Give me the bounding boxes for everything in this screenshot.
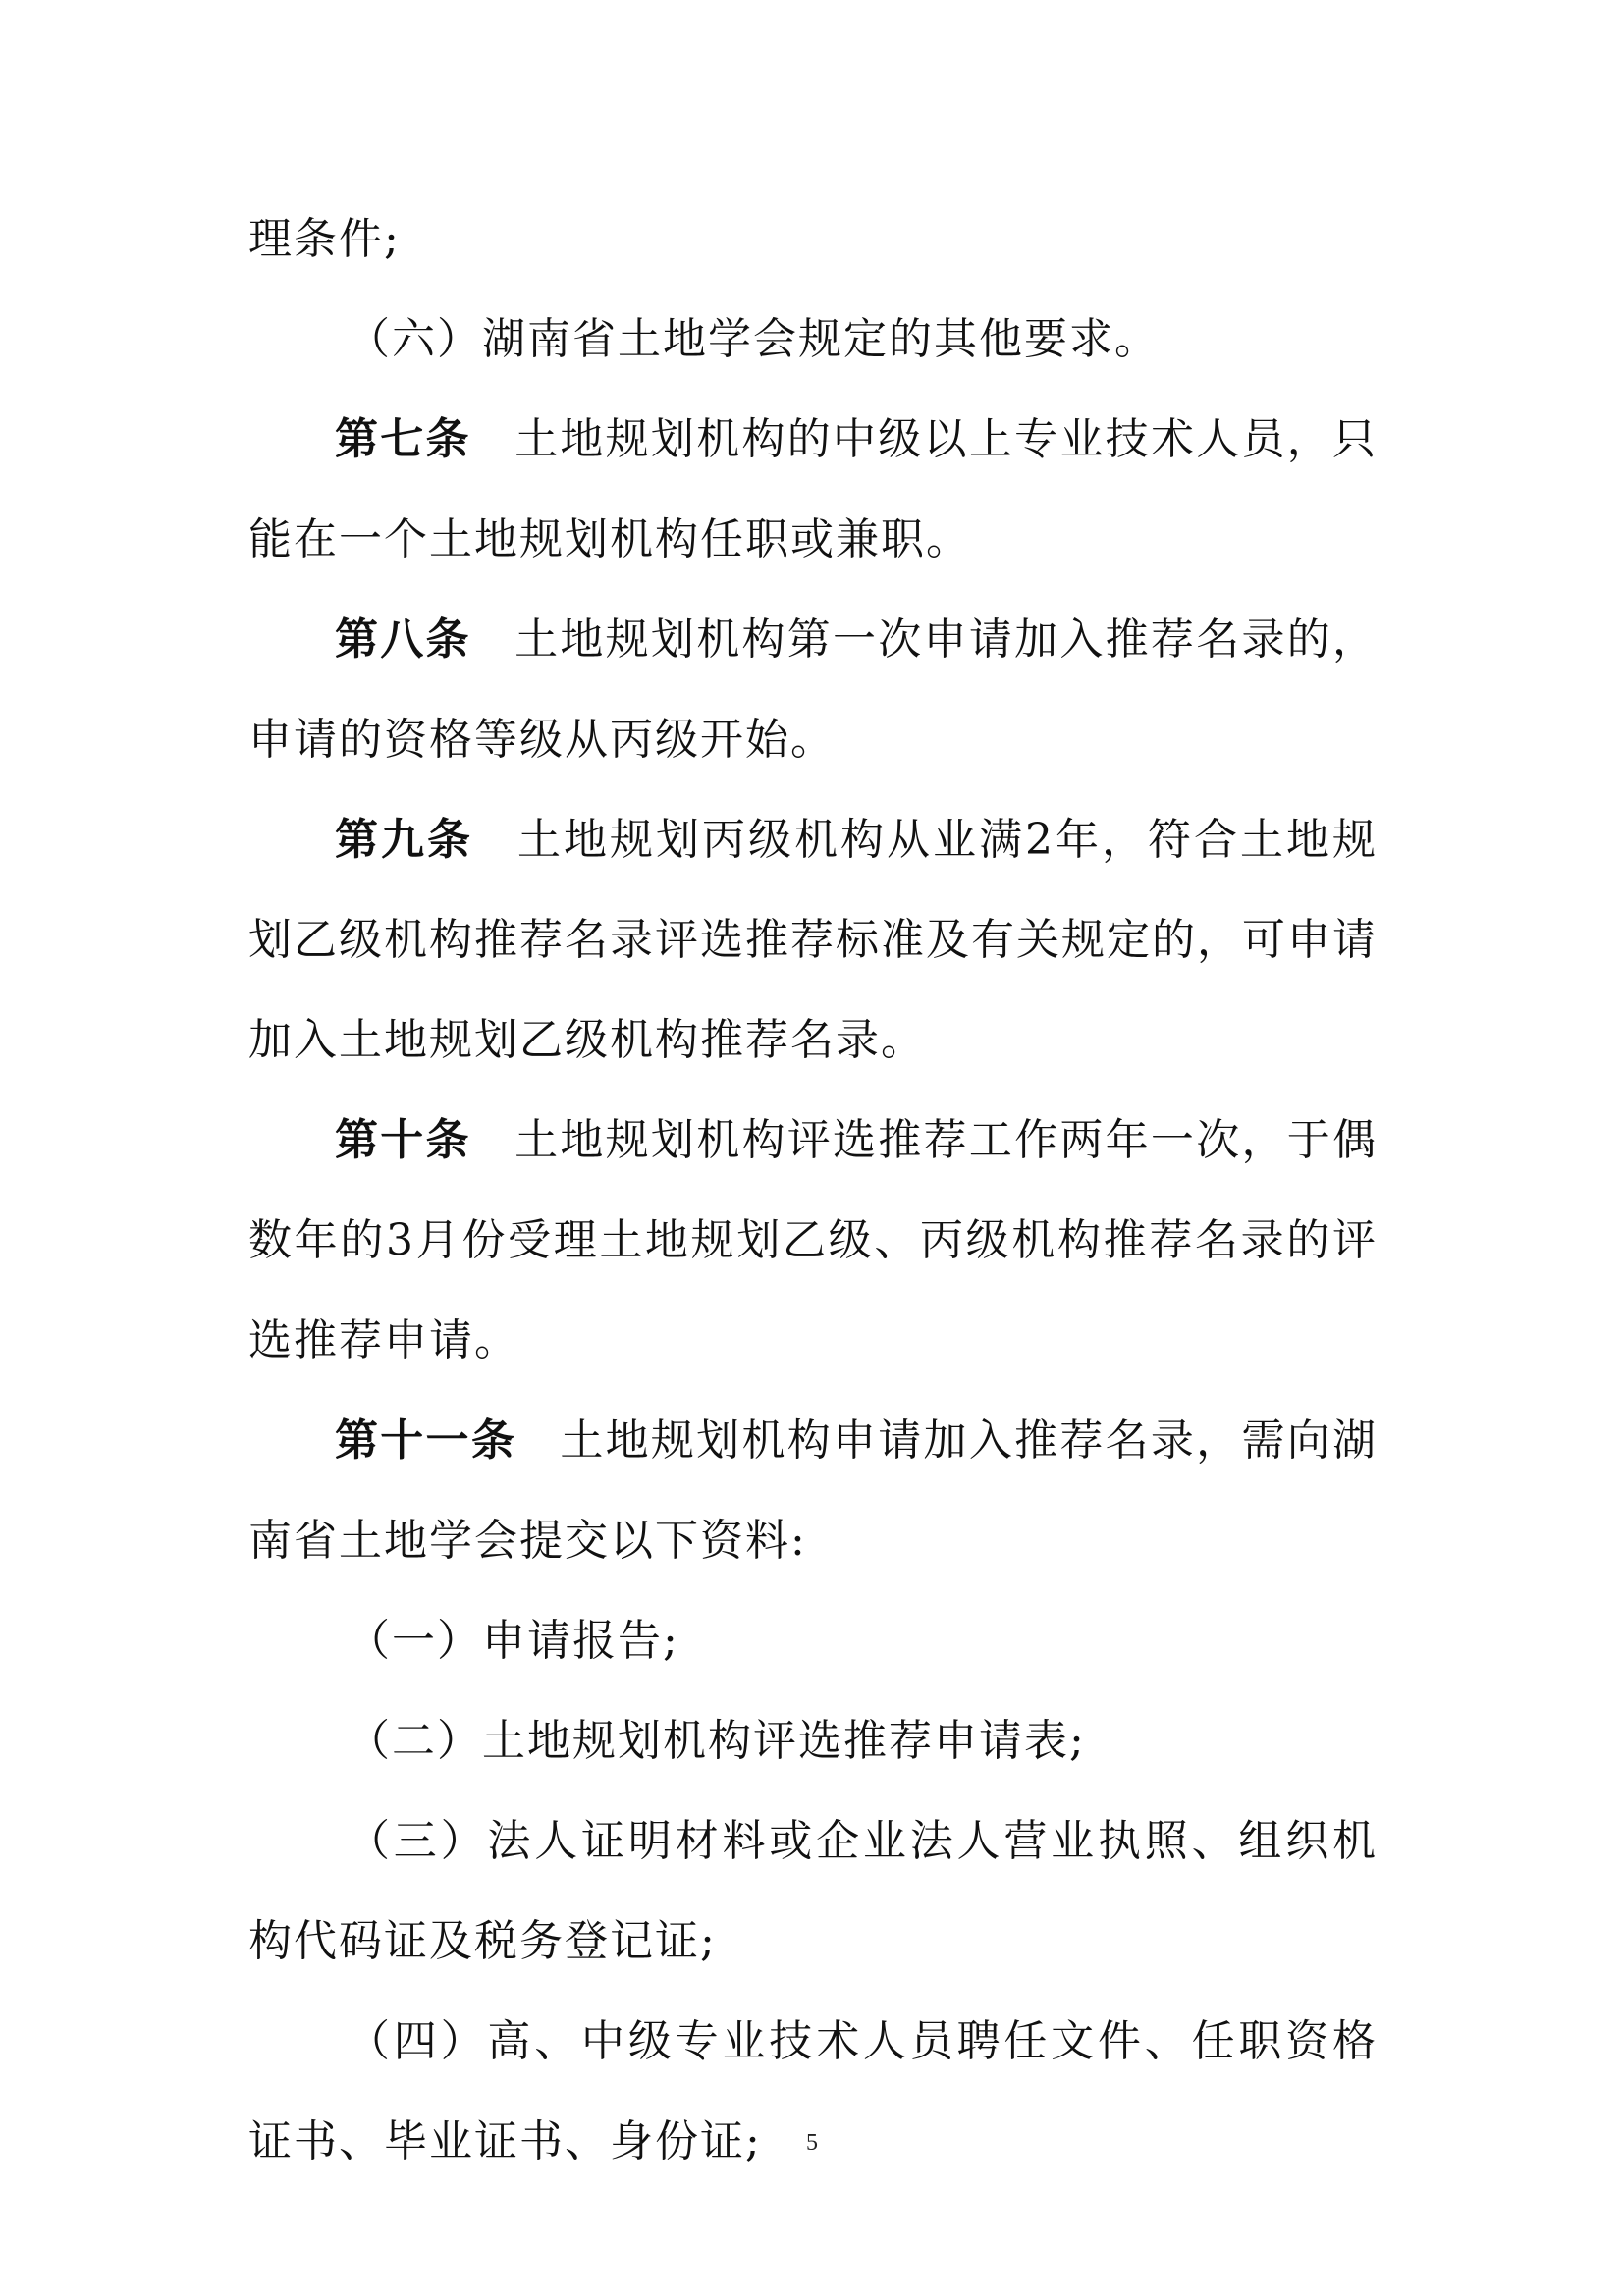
article-heading: 第十一条 [335,1415,517,1466]
paragraph-8-text: （二）土地规划机构评选推荐申请表; [347,1716,1086,1766]
paragraph-4 [248,790,1378,1091]
paragraph-0 [248,189,1378,290]
article-heading: 第九条 [335,815,473,865]
paragraph-1 [248,290,1378,390]
paragraph-7-text: （一）申请报告; [347,1616,679,1666]
paragraph-2 [248,390,1378,590]
article-heading: 第八条 [335,614,471,665]
paragraph-9-text: （三）法人证明材料或企业法人营业执照、组织机构代码证及税务登记证; [248,1816,1378,1966]
paragraph-3-text: 土地规划机构第一次申请加入推荐名录的，申请的资格等级从丙级开始。 [248,614,1379,765]
paragraph-10-text: （四）高、中级专业技术人员聘任文件、任职资格证书、毕业证书、身份证; [248,2016,1378,2166]
paragraph-1-text: （六）湖南省土地学会规定的其他要求。 [347,314,1160,364]
article-heading: 第十条 [335,1115,471,1165]
paragraph-0-text: 理条件; [248,214,401,264]
paragraph-5 [248,1091,1378,1391]
article-heading: 第七条 [335,414,471,464]
paragraph-4-text: 土地规划丙级机构从业满2年，符合土地规划乙级机构推荐名录评选推荐标准及有关规定的，可申请加入土地规划乙级机构推荐名录。 [248,815,1378,1065]
paragraph-2-text: 土地规划机构的中级以上专业技术人员，只能在一个土地规划机构任职或兼职。 [248,414,1379,564]
paragraph-8 [248,1691,1378,1791]
paragraph-10 [248,1992,1378,2192]
paragraph-9 [248,1791,1378,1992]
paragraph-6-text: 土地规划机构申请加入推荐名录，需向湖南省土地学会提交以下资料: [248,1415,1379,1566]
paragraph-7 [248,1591,1378,1691]
paragraph-5-text: 土地规划机构评选推荐工作两年一次，于偶数年的3月份受理土地规划乙级、丙级机构推荐名录的评选推荐申请。 [248,1115,1379,1365]
paragraph-6 [248,1391,1378,1591]
document-body [248,189,1378,2192]
page-number: 5 [806,2130,818,2156]
paragraph-3 [248,590,1378,790]
